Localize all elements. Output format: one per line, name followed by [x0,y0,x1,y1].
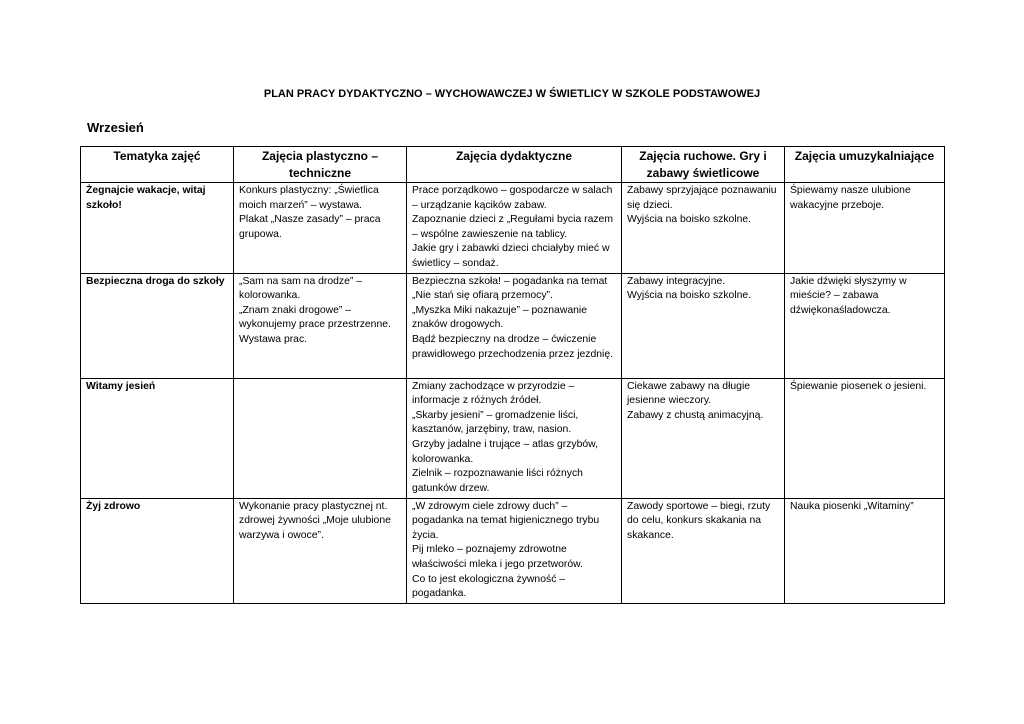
table-row [81,183,945,274]
header-umuzykalniajace: Zajęcia umuzykalniające [785,147,945,183]
cell-line: Prace porządkowo – gospodarcze w salach – urządzanie kącików zabaw. [412,185,616,211]
cell-line: Zielnik – rozpoznawanie liści różnych gatunków drzew. [412,468,586,494]
table-row [81,273,945,378]
cell-line: Zabawy integracyjne. [627,275,726,287]
cell-line: Pij mleko – poznajemy zdrowotne właściwości mleka i jego przetworów. [412,544,583,570]
cell-line: Jakie gry i zabawki dzieci chciałyby mieć w świetlicy – sondaż. [412,243,613,269]
cell-line: Konkurs plastyczny: „Świetlica moich marzeń” – wystawa. [239,185,382,211]
cell-line: Zabawy sprzyjające poznawaniu się dzieci. [627,185,780,211]
cell-line: Bezpieczna szkoła! – pogadanka na temat „Nie stań się ofiarą przemocy”. [412,275,611,302]
plastyczno-cell [234,273,407,378]
ruchowe-cell [622,378,785,498]
cell-line: Wyjścia na boisko szkolne. [627,290,752,302]
muzyczne-cell [785,498,945,603]
cell-line: Co to jest ekologiczna żywność – pogadanka. [412,573,568,600]
header-row [81,147,945,183]
muzyczne-cell [785,183,945,274]
plastyczno-cell [234,498,407,603]
cell-line: Śpiewamy nasze ulubione wakacyjne przeboje. [790,185,914,211]
dydaktyczne-cell [407,273,622,378]
plastyczno-cell [234,183,407,274]
ruchowe-cell [622,273,785,378]
header-tematyka: Tematyka zajęć [81,147,234,183]
month-heading: Wrzesień [87,120,144,135]
cell-line: Plakat „Nasze zasady” – praca grupowa. [239,214,384,240]
cell-line: „Skarby jesieni” – gromadzenie liści, kasztanów, jarzębiny, traw, nasion. [412,409,582,436]
topic-cell: Żyj zdrowo [81,498,234,603]
cell-line: Śpiewanie piosenek o jesieni. [790,380,927,392]
dydaktyczne-cell [407,378,622,498]
table-row [81,378,945,498]
cell-line: Wykonanie pracy plastycznej nt. zdrowej żywności „Moje ulubione warzywa i owoce”. [239,500,394,541]
cell-line: „Sam na sam na drodze” – kolorowanka. [239,275,365,302]
cell-line: Nauka piosenki „Witaminy” [790,500,914,512]
topic-cell: Witamy jesień [81,378,234,498]
cell-line: „Znam znaki drogowe” – wykonujemy prace przestrzenne. Wystawa prac. [239,304,394,345]
dydaktyczne-cell [407,183,622,274]
cell-line: Jakie dźwięki słyszymy w mieście? – zabawa dźwiękonaśladowcza. [790,275,910,316]
cell-line: „W zdrowym ciele zdrowy duch” – pogadanka na temat higienicznego trybu życia. [412,500,603,541]
muzyczne-cell [785,273,945,378]
cell-line: Zabawy z chustą animacyjną. [627,409,764,421]
header-plastyczno: Zajęcia plastyczno – techniczne [234,147,407,183]
cell-line: Zawody sportowe – biegi, rzuty do celu, konkurs skakania na skakance. [627,500,774,541]
muzyczne-cell [785,378,945,498]
cell-line: Grzyby jadalne i trujące – atlas grzybów, kolorowanka. [412,438,601,465]
topic-cell: Bezpieczna droga do szkoły [81,273,234,378]
cell-line: „Myszka Miki nakazuje” – poznawanie znaków drogowych. [412,304,590,331]
ruchowe-cell [622,498,785,603]
cell-line: Ciekawe zabawy na długie jesienne wieczory. [627,380,753,407]
document-title: PLAN PRACY DYDAKTYCZNO – WYCHOWAWCZEJ W ŚWIETLICY W SZKOLE PODSTAWOWEJ [263,88,761,100]
dydaktyczne-cell [407,498,622,603]
cell-line: Wyjścia na boisko szkolne. [627,214,752,226]
plan-table [80,146,945,604]
ruchowe-cell [622,183,785,274]
cell-line: Zapoznanie dzieci z „Regułami bycia razem – wspólne zawieszenie na tablicy. [412,214,616,240]
cell-line: Bądź bezpieczny na drodze – ćwiczenie prawidłowego przechodzenia przez jezdnię. [412,333,614,360]
topic-cell: Żegnajcie wakacje, witaj szkoło! [81,183,234,274]
header-ruchowe: Zajęcia ruchowe. Gry i zabawy świetlicowe [622,147,785,183]
plastyczno-cell [234,378,407,498]
table-row [81,498,945,603]
cell-line: Zmiany zachodzące w przyrodzie – informacje z różnych źródeł. [412,380,578,407]
header-dydaktyczne: Zajęcia dydaktyczne [407,147,622,183]
